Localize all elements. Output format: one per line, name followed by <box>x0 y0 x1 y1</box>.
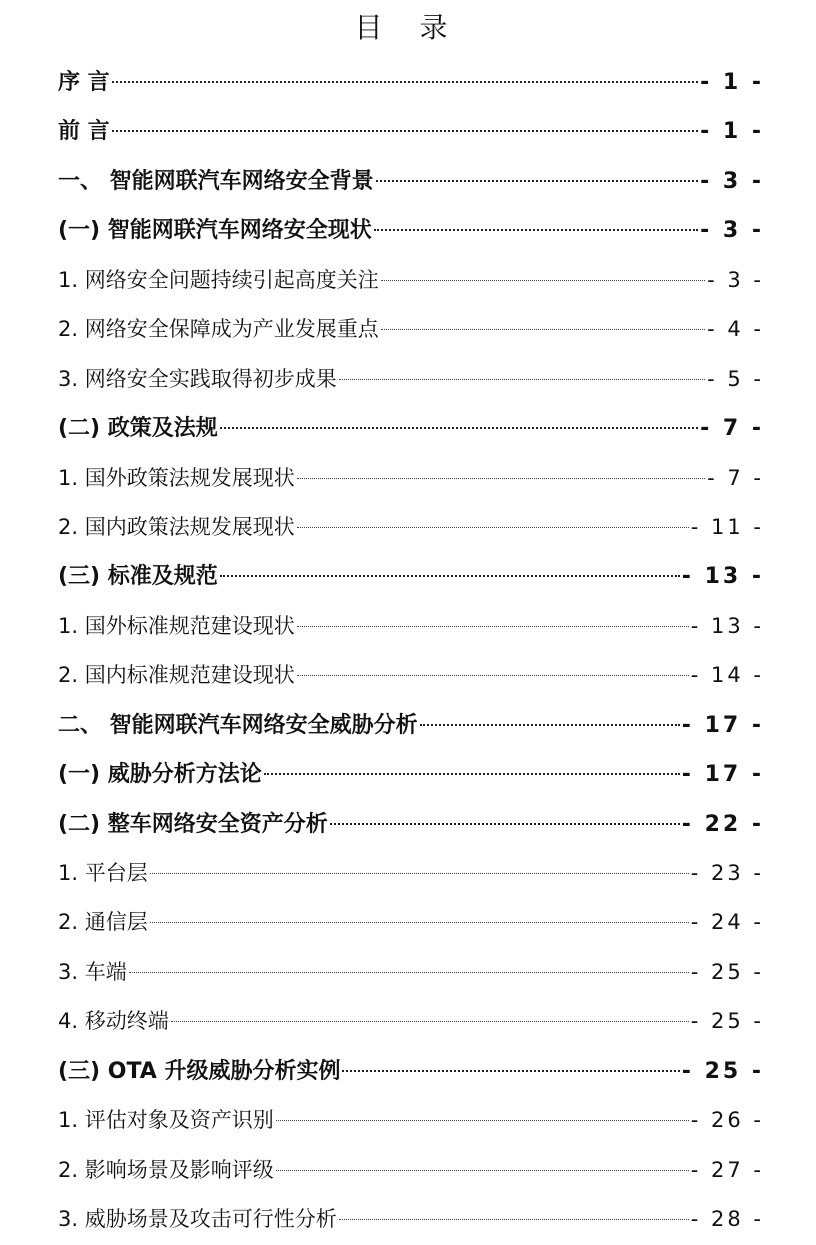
toc-entry-label: 2. 通信层 <box>58 910 148 935</box>
toc-entry[interactable] <box>58 157 764 206</box>
dot-leader <box>129 972 689 973</box>
toc-entry-page: - 7 - <box>700 416 764 442</box>
toc-entry[interactable] <box>58 898 764 947</box>
toc-entry-page: - 1 - <box>700 70 764 95</box>
toc-entry[interactable] <box>58 454 764 503</box>
toc-entry[interactable] <box>58 1195 764 1244</box>
toc-entry-label: (二) 整车网络安全资产分析 <box>58 811 328 837</box>
toc-entry[interactable] <box>58 701 764 750</box>
dot-leader <box>112 81 698 83</box>
toc-entry[interactable] <box>58 800 764 849</box>
toc-entry-label: 4. 移动终端 <box>58 1009 169 1034</box>
toc-entry-page: - 14 - <box>690 663 764 688</box>
toc-entry-label: 二、 智能网联汽车网络安全威胁分析 <box>58 712 418 738</box>
toc-entry-page: - 22 - <box>681 811 764 837</box>
toc-entry-page: - 24 - <box>690 910 764 935</box>
dot-leader <box>150 873 689 874</box>
dot-leader <box>420 724 680 726</box>
dot-leader <box>297 626 689 627</box>
toc-entry-label: 3. 威胁场景及攻击可行性分析 <box>58 1207 337 1232</box>
toc-entry-label: 2. 国内政策法规发展现状 <box>58 514 295 539</box>
dot-leader <box>220 427 698 429</box>
dot-leader <box>381 280 705 281</box>
dot-leader <box>297 675 689 676</box>
table-of-contents <box>58 58 764 1245</box>
toc-entry-page: - 11 - <box>690 514 764 539</box>
dot-leader <box>264 773 680 775</box>
dot-leader <box>220 575 680 577</box>
dot-leader <box>297 527 689 528</box>
dot-leader <box>276 1170 689 1171</box>
dot-leader <box>374 229 698 231</box>
toc-entry-label: (三) OTA 升级威胁分析实例 <box>58 1058 341 1084</box>
toc-entry-page: - 17 - <box>681 762 764 788</box>
toc-entry-label: 一、 智能网联汽车网络安全背景 <box>58 168 374 194</box>
toc-entry[interactable] <box>58 206 764 255</box>
toc-entry-page: - 28 - <box>690 1207 764 1232</box>
toc-entry-label: 3. 网络安全实践取得初步成果 <box>58 366 337 391</box>
toc-entry[interactable] <box>58 1146 764 1195</box>
toc-entry[interactable] <box>58 58 764 107</box>
toc-entry-page: - 27 - <box>690 1157 764 1182</box>
toc-entry[interactable] <box>58 1096 764 1145</box>
toc-entry-label: 2. 影响场景及影响评级 <box>58 1157 274 1182</box>
toc-entry-page: - 13 - <box>681 564 764 590</box>
toc-entry[interactable] <box>58 602 764 651</box>
toc-entry-label: 1. 评估对象及资产识别 <box>58 1108 274 1133</box>
toc-entry-label: 3. 车端 <box>58 959 127 984</box>
toc-entry[interactable] <box>58 503 764 552</box>
toc-entry-page: - 1 - <box>700 119 764 145</box>
toc-entry-page: - 23 - <box>690 861 764 885</box>
toc-entry-page: - 5 - <box>707 366 764 391</box>
toc-entry-label: 2. 国内标准规范建设现状 <box>58 663 295 688</box>
toc-entry-page: - 25 - <box>681 1058 764 1084</box>
toc-entry[interactable] <box>58 107 764 156</box>
toc-entry[interactable] <box>58 997 764 1046</box>
toc-entry[interactable] <box>58 552 764 601</box>
toc-entry[interactable] <box>58 256 764 305</box>
toc-entry-page: - 7 - <box>707 465 764 490</box>
toc-entry-label: (三) 标准及规范 <box>58 564 218 590</box>
page-title: 目 录 <box>354 11 462 44</box>
toc-entry-label: 1. 国外标准规范建设现状 <box>58 613 295 638</box>
toc-entry-label: 1. 国外政策法规发展现状 <box>58 465 295 490</box>
toc-entry[interactable] <box>58 849 764 898</box>
toc-entry[interactable] <box>58 404 764 453</box>
toc-entry[interactable] <box>58 750 764 799</box>
toc-entry-page: - 26 - <box>690 1108 764 1133</box>
dot-leader <box>376 180 698 182</box>
dot-leader <box>381 329 705 330</box>
toc-entry-page: - 25 - <box>690 1009 764 1034</box>
toc-entry[interactable] <box>58 948 764 997</box>
dot-leader <box>171 1021 689 1022</box>
toc-entry-page: - 3 - <box>700 168 764 194</box>
toc-entry-label: (二) 政策及法规 <box>58 416 218 442</box>
dot-leader <box>297 478 705 479</box>
toc-entry-label: 序 言 <box>58 70 110 95</box>
dot-leader <box>339 379 705 380</box>
dot-leader <box>150 922 689 923</box>
toc-entry-page: - 17 - <box>681 712 764 738</box>
toc-entry-label: 1. 平台层 <box>58 861 148 885</box>
dot-leader <box>330 823 680 825</box>
toc-entry[interactable] <box>58 1047 764 1096</box>
toc-entry-page: - 13 - <box>690 613 764 638</box>
toc-entry-page: - 25 - <box>690 959 764 984</box>
toc-entry-page: - 3 - <box>700 218 764 244</box>
toc-entry[interactable] <box>58 305 764 354</box>
toc-entry-label: 前 言 <box>58 119 110 145</box>
dot-leader <box>339 1219 689 1220</box>
toc-entry-label: 1. 网络安全问题持续引起高度关注 <box>58 267 379 292</box>
toc-entry-page: - 4 - <box>707 317 764 342</box>
toc-entry-label: (一) 智能网联汽车网络安全现状 <box>58 218 372 244</box>
toc-entry-page: - 3 - <box>707 267 764 292</box>
toc-entry-label: (一) 威胁分析方法论 <box>58 762 262 788</box>
dot-leader <box>112 130 698 132</box>
toc-entry[interactable] <box>58 355 764 404</box>
toc-entry-label: 2. 网络安全保障成为产业发展重点 <box>58 317 379 342</box>
dot-leader <box>342 1070 679 1072</box>
dot-leader <box>276 1120 689 1121</box>
toc-entry[interactable] <box>58 651 764 700</box>
